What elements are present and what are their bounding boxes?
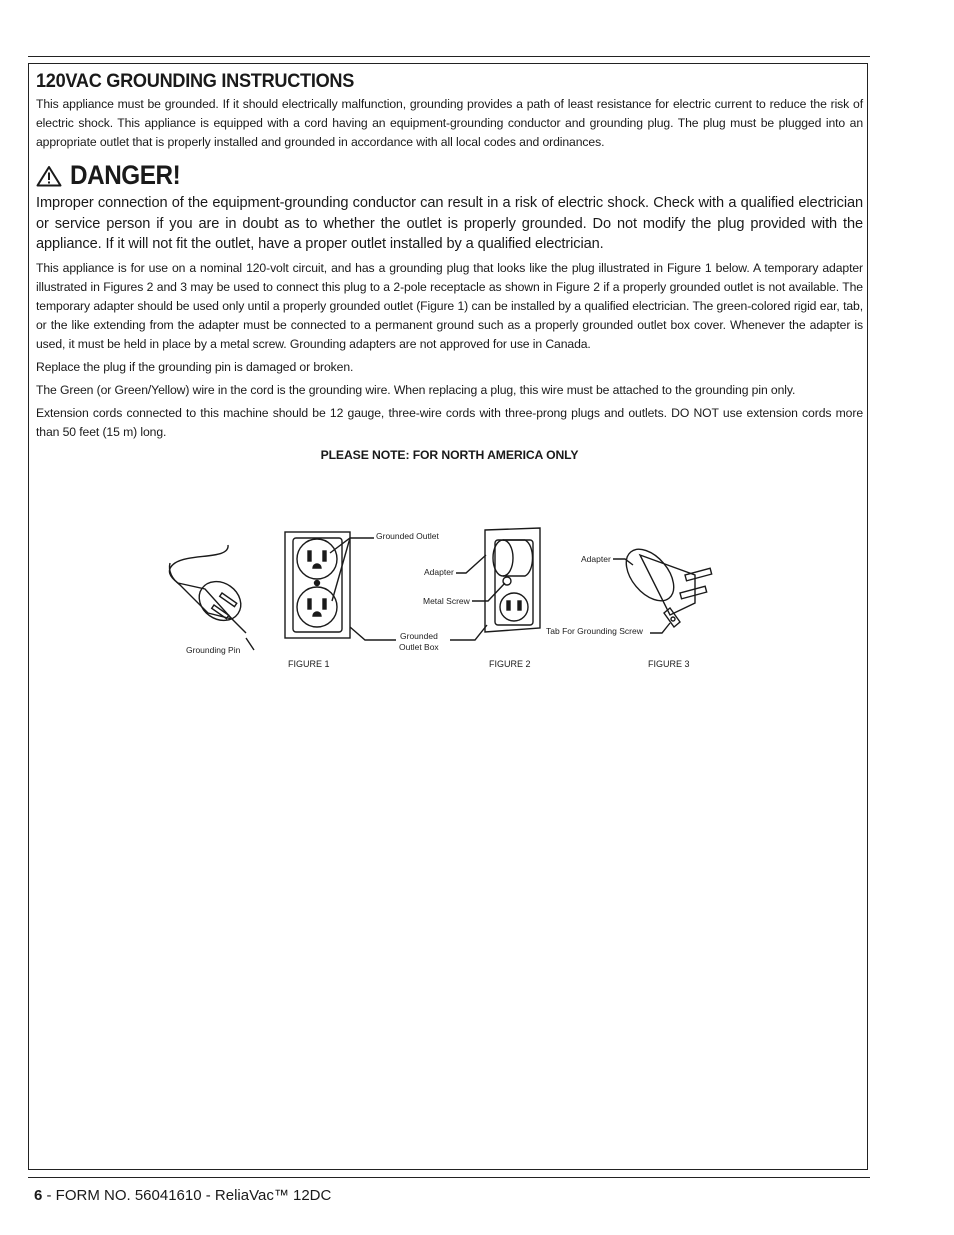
section-heading: 120VAC GROUNDING INSTRUCTIONS: [36, 70, 355, 92]
callout-grounded-outlet-box-1: Grounded: [400, 631, 438, 641]
form-number: - FORM NO. 56041610 - ReliaVac™ 12DC: [42, 1187, 332, 1204]
callout-grounded-outlet: Grounded Outlet: [376, 531, 439, 541]
callout-grounded-outlet-box-2: Outlet Box: [399, 642, 439, 652]
page-content: [36, 70, 863, 462]
grounding-figures: [150, 515, 750, 685]
grounding-plug-icon: [169, 545, 248, 633]
callout-metal-screw: Metal Screw: [423, 596, 470, 606]
intro-paragraph: This appliance must be grounded. If it should electrically malfunction, grounding provides a path of least resistance for electric current to reduce the risk of electric shock. This appliance is equipped with a cord having an equipment-grounding conductor and grounding plug. The plug must be plugged into an appropriate outlet that is properly installed and grounded in accordance with all local codes and ordinances.: [36, 97, 863, 149]
figure-1-label: FIGURE 1: [288, 659, 330, 669]
paragraph-extension-cords: Extension cords connected to this machine should be 12 gauge, three-wire cords with three-prong plugs and outlets. DO NOT use extension cords more than 50 feet (15 m) long.: [36, 405, 863, 439]
figure-3-label: FIGURE 3: [648, 659, 690, 669]
bottom-rule: [28, 1177, 870, 1178]
callout-adapter-fig2: Adapter: [424, 567, 454, 577]
north-america-note: PLEASE NOTE: FOR NORTH AMERICA ONLY: [320, 447, 579, 462]
grounded-outlet-icon: [285, 532, 350, 638]
callout-grounding-pin: Grounding Pin: [186, 645, 241, 655]
paragraph-grounding-wire: The Green (or Green/Yellow) wire in the cord is the grounding wire. When replacing a plug, this wire must be attached to the grounding pin only.: [36, 382, 796, 397]
paragraph-replace-plug: Replace the plug if the grounding pin is damaged or broken.: [36, 359, 354, 374]
page-number: 6: [34, 1187, 43, 1204]
top-rule: [28, 56, 870, 57]
outlet-with-adapter-icon: [485, 528, 540, 632]
danger-text: Improper connection of the equipment-grounding conductor can result in a risk of electric shock. Check with a qualified electrician or service person if you are in doubt as to whether the outlet is properly grounded. Do not modify the plug provided with the appliance. If it will not fit the outlet, have a proper outlet installed by a qualified electrician.: [36, 195, 863, 252]
page-footer: [34, 1187, 331, 1204]
danger-title: DANGER!: [70, 160, 181, 190]
figure-2-label: FIGURE 2: [489, 659, 531, 669]
grounding-adapter-icon: [617, 540, 712, 627]
warning-triangle-icon: [36, 165, 62, 187]
callout-adapter-fig3: Adapter: [581, 554, 611, 564]
callout-tab-grounding-screw: Tab For Grounding Screw: [546, 626, 643, 636]
paragraph-usage: This appliance is for use on a nominal 120-volt circuit, and has a grounding plug that looks like the plug illustrated in Figure 1 below. A temporary adapter illustrated in Figures 2 and 3 may be used to connect this plug to a 2-pole receptacle as shown in Figure 2 if a properly grounded outlet is not available. The temporary adapter should be used only until a properly grounded outlet (Figure 1) can be installed by a qualified electrician. The green-colored rigid ear, tab, or the like extending from the adapter must be connected to a permanent ground such as a properly grounded outlet box cover. Whenever the adapter is used, it must be held in place by a metal screw. Grounding adapters are not approved for use in Canada.: [36, 260, 863, 351]
danger-heading: [36, 160, 863, 191]
